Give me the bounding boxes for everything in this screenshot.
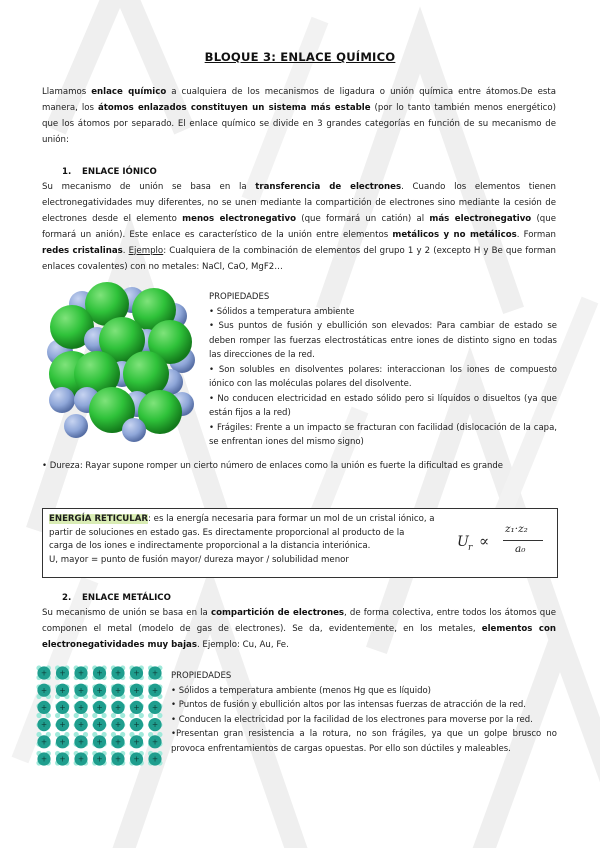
metallic-paragraph: Su mecanismo de unión se basa en la compartición de electrones, de forma colectiva, entre todos los átomos que componen el metal (modelo de gas de electrones). Se da, evidentemente, en los metales, elementos con electronegatividades muy bajas. Ejemplo: Cu, Au, Fe. — [42, 608, 556, 650]
svg-text:+: + — [114, 754, 122, 764]
svg-text:+: + — [96, 754, 103, 764]
svg-text:+: + — [40, 685, 48, 695]
electron — [111, 713, 116, 718]
lattice-energy-formula: U r ∝ z₁·z₂ a₀ — [455, 523, 551, 563]
metal-cation — [130, 684, 143, 697]
metal-cation — [148, 666, 161, 679]
intro-paragraph: Llamamos enlace químico a cualquiera de los mecanismos de ligadura o unión química entre átomos.De esta manera, los átomos enlazados constituyen un sistema más estable (por lo tanto también menos energético) que los átomos por separado. El enlace químico se divide en 3 grandes categorías en función de su mecanismo de unión: — [42, 87, 556, 145]
svg-text:+: + — [133, 754, 140, 764]
metal-cation — [111, 735, 124, 748]
metal-cation — [56, 666, 69, 679]
metal-cation — [111, 684, 124, 697]
electron — [157, 713, 162, 718]
svg-text:+: + — [151, 668, 159, 678]
svg-text:+: + — [59, 737, 66, 747]
svg-text:+: + — [151, 754, 159, 764]
metal-cation — [37, 752, 50, 765]
svg-text:+: + — [151, 720, 159, 730]
metal-cation — [93, 718, 106, 731]
svg-text:+: + — [133, 720, 140, 730]
metal-cation — [37, 666, 50, 679]
svg-text:+: + — [133, 685, 140, 695]
metal-cation — [56, 718, 69, 731]
svg-text:+: + — [96, 720, 103, 730]
svg-text:+: + — [40, 737, 48, 747]
electron — [102, 713, 107, 718]
svg-text:+: + — [133, 668, 140, 678]
svg-text:+: + — [96, 668, 103, 678]
ionic-property-item: • Frágiles: Frente a un impacto se fracturan con facilidad (dislocación de la capa, se enfrentan iones del mismo signo) — [209, 422, 557, 447]
metal-cation — [130, 718, 143, 731]
ionic-paragraph: Su mecanismo de unión se basa en la transferencia de electrones. Cuando los elementos tienen electronegatividades muy diferentes, no se unen mediante la compartición de electrones sino mediante la cesión de electrones desde el elemento menos electronegativo (que formará un catión) al más electronegativo (que formará un anión). Este enlace es característico de la unión entre elementos metálicos y no metálicos. Forman redes cristalinas. Ejemplo: Cualquiera de la combinación de elementos del grupo 1 y 2 (excepto H y Be que forman enlaces covalentes) con no metales: NaCl, CaO, MgF2… — [42, 182, 556, 272]
svg-text:+: + — [40, 703, 48, 712]
electron — [55, 713, 60, 718]
ionic-crystal-illustration — [42, 282, 197, 442]
svg-text:+: + — [133, 737, 140, 747]
metal-cation — [37, 735, 50, 748]
svg-text:+: + — [133, 703, 140, 712]
metal-cation — [111, 666, 124, 679]
metallic-property-item: • Puntos de fusión y ebullición altos por las intensas fuerzas de atracción de la red. — [171, 700, 526, 710]
electron — [92, 713, 97, 718]
metal-cation — [111, 718, 124, 731]
electron — [64, 713, 69, 718]
metal-cation — [37, 701, 50, 714]
ionic-property-item: • No conducen electricidad en estado sólido pero si líquidos o disueltos (ya que están fijos a la red) — [209, 393, 557, 418]
svg-text:+: + — [96, 737, 103, 747]
svg-text:+: + — [114, 685, 122, 695]
metal-cation — [93, 735, 106, 748]
svg-text:+: + — [114, 737, 122, 747]
lattice-energy-text: ENERGÍA RETICULAR: es la energía necesaria para formar un mol de un cristal iónico, a partir de soluciones en estado gas. Es directamente proporcional al producto de la carga de los iones e indirectamente proporcional a la distancia interiónica. U, mayor = punto de fusión mayor/ dureza mayor / solubilidad menor — [49, 514, 435, 565]
metal-cation — [37, 684, 50, 697]
metal-cation — [56, 735, 69, 748]
metal-cation — [93, 684, 106, 697]
svg-text:+: + — [96, 685, 103, 695]
electron — [83, 713, 88, 718]
ionic-hardness-property: • Dureza: Rayar supone romper un cierto número de enlaces como la unión es fuerte la dificultad es grande — [42, 461, 504, 471]
svg-text:+: + — [77, 685, 85, 695]
svg-text:+: + — [151, 703, 159, 712]
svg-text:+: + — [59, 668, 66, 678]
ionic-property-item: • Sus puntos de fusión y ebullición son elevados: Para cambiar de estado se deben romper las fuerzas electrostáticas entre iones de distinto signo en todas las direcciones de la red. — [209, 321, 557, 360]
metallic-lattice-illustration — [34, 664, 166, 767]
metal-cation — [56, 701, 69, 714]
metal-cation — [74, 718, 87, 731]
svg-text:+: + — [59, 754, 66, 764]
lattice-energy-box — [42, 508, 558, 578]
metal-cation — [130, 735, 143, 748]
electron — [139, 713, 144, 718]
metal-cation — [56, 752, 69, 765]
metal-cation — [74, 752, 87, 765]
electron — [120, 713, 125, 718]
metal-cation — [148, 752, 161, 765]
svg-text:+: + — [114, 720, 122, 730]
metal-cation — [148, 735, 161, 748]
metal-cation — [56, 684, 69, 697]
metal-cation — [37, 718, 50, 731]
svg-text:+: + — [59, 720, 66, 730]
svg-text:+: + — [77, 668, 85, 678]
svg-text:+: + — [151, 685, 159, 695]
metallic-property-item: • Sólidos a temperatura ambiente (menos Hg que es líquido) — [171, 685, 431, 696]
metal-cation — [74, 701, 87, 714]
ionic-properties — [209, 290, 557, 450]
metal-cation — [148, 684, 161, 697]
ionic-property-item: • Son solubles en disolventes polares: interaccionan los iones de compuesto iónico con las moléculas polares del disolvente. — [209, 364, 557, 389]
electron — [129, 713, 134, 718]
electron — [36, 713, 41, 718]
svg-text:+: + — [114, 668, 122, 678]
svg-text:+: + — [77, 737, 85, 747]
lattice-energy-term: ENERGÍA RETICULAR — [49, 514, 149, 524]
ionic-properties-title: PROPIEDADES — [209, 292, 270, 302]
metal-cation — [130, 701, 143, 714]
electron — [74, 713, 79, 718]
svg-text:+: + — [151, 737, 159, 747]
metal-cation — [93, 752, 106, 765]
section-heading-metallic: 2. ENLACE METÁLICO — [62, 593, 171, 603]
svg-text:+: + — [96, 703, 103, 712]
section-heading-ionic: 1. ENLACE IÓNICO — [62, 167, 157, 177]
metal-cation — [148, 701, 161, 714]
svg-text:+: + — [77, 754, 85, 764]
svg-text:+: + — [59, 703, 66, 712]
metal-cation — [111, 701, 124, 714]
metal-cation — [93, 701, 106, 714]
svg-text:+: + — [40, 720, 48, 730]
svg-text:+: + — [77, 720, 85, 730]
metal-cation — [93, 666, 106, 679]
metallic-property-item: • Conducen la electricidad por la facilidad de los electrones para moverse por la red. — [171, 714, 533, 725]
svg-text:+: + — [40, 754, 48, 764]
metal-cation — [74, 666, 87, 679]
metallic-property-item: •Presentan gran resistencia a la rotura, no son frágiles, ya que un golpe brusco no provoca enfrentamientos de cargas opuestas. Por ello son dúctiles y maleables. — [171, 729, 557, 754]
metallic-properties — [171, 669, 557, 756]
metal-cation — [74, 684, 87, 697]
metal-cation — [148, 718, 161, 731]
metal-cation — [111, 752, 124, 765]
metallic-properties-title: PROPIEDADES — [171, 671, 232, 681]
page-title: BLOQUE 3: ENLACE QUÍMICO — [204, 50, 396, 64]
svg-text:+: + — [40, 668, 48, 678]
svg-text:+: + — [77, 703, 85, 712]
ionic-property-item: • Sólidos a temperatura ambiente — [209, 306, 355, 317]
metal-cation — [74, 735, 87, 748]
svg-text:+: + — [114, 703, 122, 712]
electron — [46, 713, 51, 718]
electron — [148, 713, 153, 718]
metal-cation — [130, 752, 143, 765]
metal-cation — [130, 666, 143, 679]
svg-text:+: + — [59, 685, 66, 695]
